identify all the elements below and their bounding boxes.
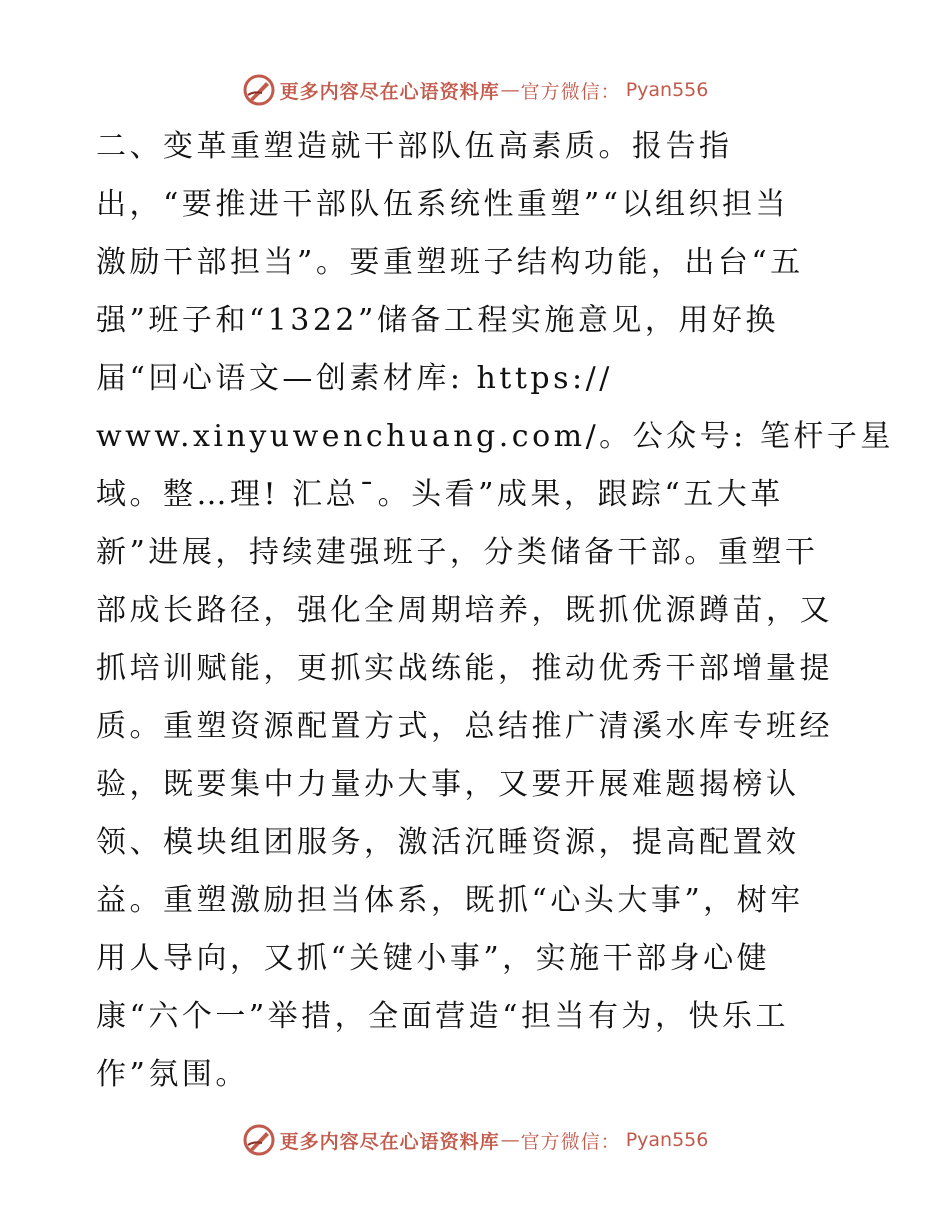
quill-logo-icon xyxy=(242,1123,276,1157)
body-line-17: 作”氛围。 xyxy=(96,1057,249,1092)
body-line-16: 康“六个一”举措，全面营造“担当有为，快乐工 xyxy=(96,999,790,1034)
banner-wechat-id: Pyan556 xyxy=(625,79,709,101)
body-line-13: 领、模块组团服务，激活沉睡资源，提高配置效 xyxy=(96,825,800,860)
banner-separator: ： xyxy=(600,1130,620,1153)
banner-separator: ： xyxy=(600,80,620,103)
body-line-4: 强”班子和“1322”储备工程实施意见，用好换 xyxy=(96,303,779,338)
banner-wechat-label: 官方微信 xyxy=(520,1130,601,1153)
banner-wechat-label: 官方微信 xyxy=(520,80,601,103)
body-line-1: 二、变革重塑造就干部队伍高素质。报告指 xyxy=(96,129,733,164)
body-line-7: 域。整…理! 汇总¯。头看”成果，跟踪“五大革 xyxy=(96,477,784,512)
banner-dash: — xyxy=(500,79,520,101)
header-banner xyxy=(0,70,950,110)
body-line-10: 抓培训赋能，更抓实战练能，推动优秀干部增量提 xyxy=(96,651,833,686)
body-line-5: 届“回心语文—创素材库: https:// xyxy=(96,361,613,396)
body-line-11: 质。重塑资源配置方式，总结推广清溪水库专班经 xyxy=(96,709,833,744)
banner-dash: — xyxy=(500,1129,520,1151)
body-line-3: 激励干部担当”。要重塑班子结构功能，出台“五 xyxy=(96,245,804,280)
body-line-9: 部成长路径，强化全周期培养，既抓优源蹲苗，又 xyxy=(96,593,833,628)
body-line-12: 验，既要集中力量办大事，又要开展难题揭榜认 xyxy=(96,767,800,802)
banner-site-text: 更多内容尽在心语资料库 xyxy=(279,1130,500,1153)
quill-logo-icon xyxy=(242,73,276,107)
body-line-15: 用人导向，又抓“关键小事”，实施干部身心健 xyxy=(96,941,771,976)
body-line-8: 新”进展，持续建强班子，分类储备干部。重塑干 xyxy=(96,535,819,570)
banner-wechat-id: Pyan556 xyxy=(625,1129,709,1151)
footer-banner xyxy=(0,1120,950,1160)
document-body xyxy=(96,118,894,1104)
body-line-2: 出，“要推进干部队伍系统性重塑”“以组织担当 xyxy=(96,187,790,222)
body-line-14: 益。重塑激励担当体系，既抓“心头大事”，树牢 xyxy=(96,883,804,918)
body-line-6: www.xinyuwenchuang.com/。公众号: 笔杆子星 xyxy=(96,419,894,454)
banner-site-text: 更多内容尽在心语资料库 xyxy=(279,80,500,103)
